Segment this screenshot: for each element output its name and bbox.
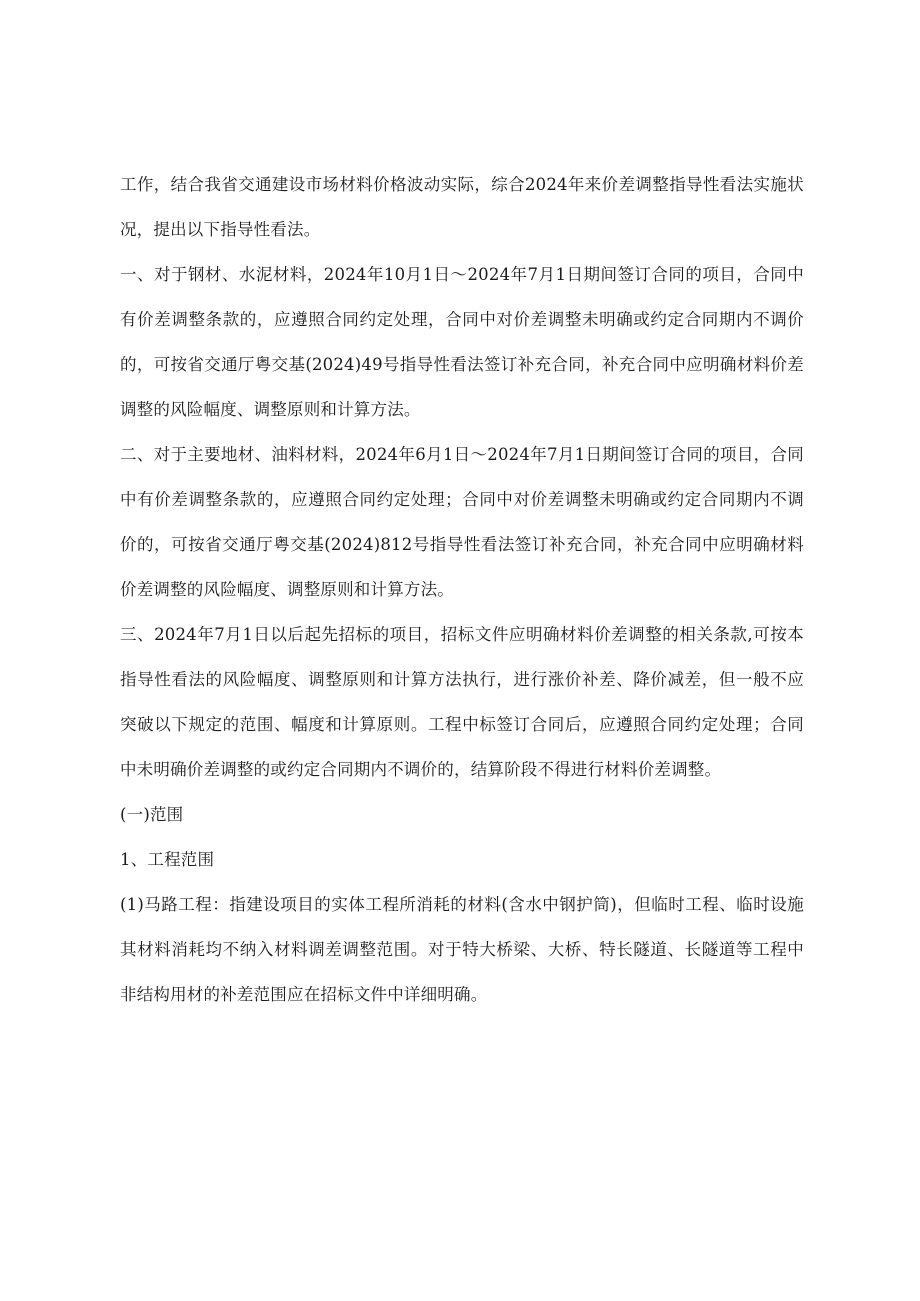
section-heading-scope: (一)范围 xyxy=(120,805,184,824)
paragraph-road-works: (1)马路工程：指建设项目的实体工程所消耗的材料(含水中钢护筒)，但临时工程、临时设施其材料消耗均不纳入材料调差调整范围。对于特大桥梁、大桥、特长隧道、长隧道等工程中非结构用材的补差范围应在招标文件中详细明确。 xyxy=(120,895,804,1004)
subsection-heading-project-scope: 1、工程范围 xyxy=(120,850,215,869)
paragraph-item-two: 二、对于主要地材、油料材料，2024年6月1日～2024年7月1日期间签订合同的项目，合同中有价差调整条款的，应遵照合同约定处理；合同中对价差调整未明确或约定合同期内不调价的，可按省交通厅粤交基(2024)812号指导性看法签订补充合同，补充合同中应明确材料价差调整的风险幅度、调整原则和计算方法。 xyxy=(120,445,804,599)
document-body xyxy=(120,162,804,1017)
paragraph-intro-continuation: 工作，结合我省交通建设市场材料价格波动实际，综合2024年来价差调整指导性看法实施状况，提出以下指导性看法。 xyxy=(120,175,804,239)
paragraph-item-three: 三、2024年7月1日以后起先招标的项目，招标文件应明确材料价差调整的相关条款,可按本指导性看法的风险幅度、调整原则和计算方法执行，进行涨价补差、降价减差，但一般不应突破以下规定的范围、幅度和计算原则。工程中标签订合同后，应遵照合同约定处理；合同中未明确价差调整的或约定合同期内不调价的，结算阶段不得进行材料价差调整。 xyxy=(120,625,804,779)
paragraph-item-one: 一、对于钢材、水泥材料，2024年10月1日～2024年7月1日期间签订合同的项目，合同中有价差调整条款的，应遵照合同约定处理，合同中对价差调整未明确或约定合同期内不调价的，可按省交通厅粤交基(2024)49号指导性看法签订补充合同，补充合同中应明确材料价差调整的风险幅度、调整原则和计算方法。 xyxy=(120,265,804,419)
